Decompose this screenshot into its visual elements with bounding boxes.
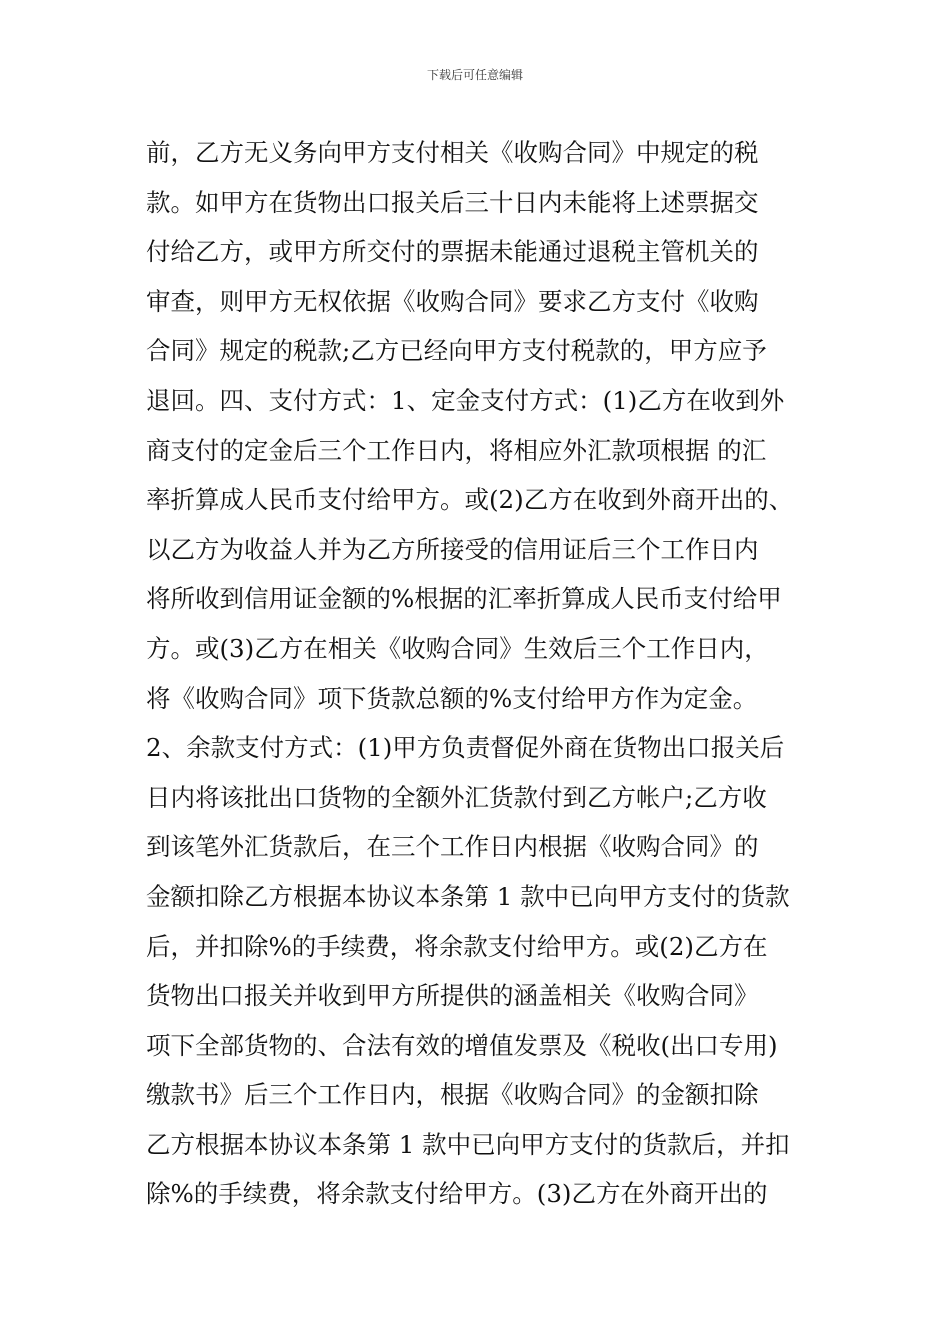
body-line: 退回。四、支付方式：1、定金支付方式：(1)乙方在收到外: [146, 385, 785, 415]
body-line: 项下全部货物的、合法有效的增值发票及《税收(出口专用): [146, 1030, 778, 1060]
body-line: 率折算成人民币支付给甲方。或(2)乙方在收到外商开出的、: [146, 485, 794, 515]
body-line: 付给乙方，或甲方所交付的票据未能通过退税主管机关的: [146, 237, 759, 267]
body-line: 合同》规定的税款;乙方已经向甲方支付税款的，甲方应予: [146, 336, 767, 366]
body-line: 方。或(3)乙方在相关《收购合同》生效后三个工作日内，: [146, 633, 769, 663]
body-line: 乙方根据本协议本条第 1 款中已向甲方支付的货款后，并扣: [146, 1129, 790, 1159]
body-line: 货物出口报关并收到甲方所提供的涵盖相关《收购合同》: [146, 981, 759, 1011]
document-body: [146, 128, 836, 1219]
body-line: 金额扣除乙方根据本协议本条第 1 款中已向甲方支付的货款: [146, 881, 790, 911]
body-line: 到该笔外汇货款后，在三个工作日内根据《收购合同》的: [146, 832, 759, 862]
body-line: 商支付的定金后三个工作日内，将相应外汇款项根据 的汇: [146, 435, 767, 465]
page-header: 下载后可任意编辑: [426, 68, 523, 82]
body-line: 前，乙方无义务向甲方支付相关《收购合同》中规定的税: [146, 138, 759, 167]
body-line: 2、余款支付方式：(1)甲方负责督促外商在货物出口报关后: [146, 733, 785, 763]
body-line: 后，并扣除%的手续费，将余款支付给甲方。或(2)乙方在: [146, 931, 768, 961]
body-line: 以乙方为收益人并为乙方所接受的信用证后三个工作日内: [146, 534, 759, 564]
body-line: 将《收购合同》项下货款总额的%支付给甲方作为定金。: [146, 683, 758, 713]
body-line: 款。如甲方在货物出口报关后三十日内未能将上述票据交: [146, 187, 759, 217]
body-line: 除%的手续费，将余款支付给甲方。(3)乙方在外商开出的: [146, 1179, 768, 1209]
body-line: 审查，则甲方无权依据《收购合同》要求乙方支付《收购: [146, 286, 759, 316]
body-line: 日内将该批出口货物的全额外汇货款付到乙方帐户;乙方收: [146, 782, 767, 812]
body-line: 将所收到信用证金额的%根据的汇率折算成人民币支付给甲: [146, 584, 782, 614]
body-line: 缴款书》后三个工作日内，根据《收购合同》的金额扣除: [146, 1080, 759, 1110]
